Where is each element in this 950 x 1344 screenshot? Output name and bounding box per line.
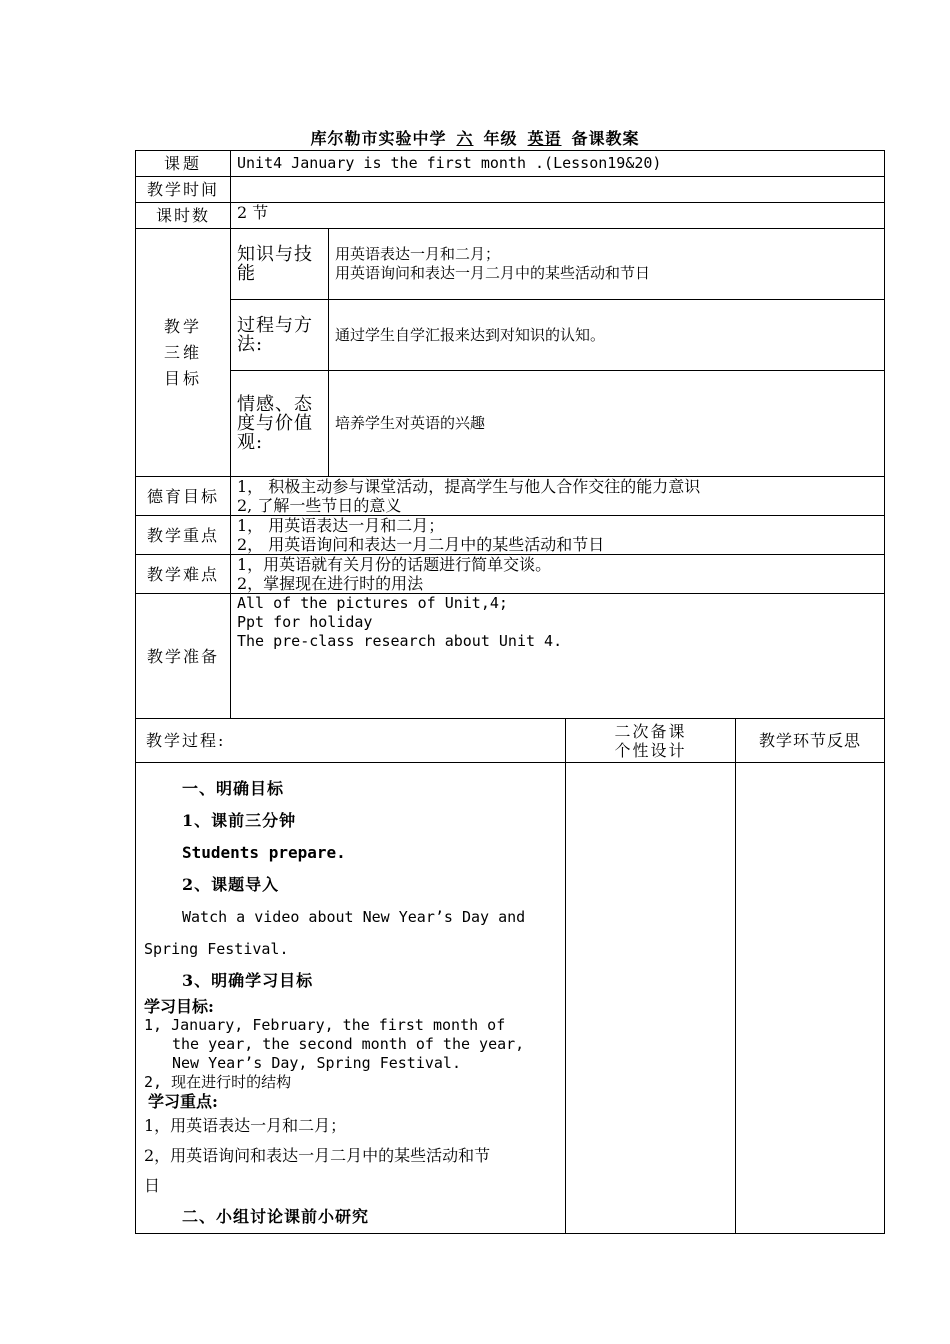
learning-key-1: 1，用英语表达一月和二月； — [144, 1116, 347, 1135]
learning-goals-heading: 学习目标: — [144, 997, 214, 1016]
process-row — [136, 300, 885, 371]
topic-value: Unit4 January is the first month .(Lesson19&20) — [231, 151, 885, 177]
learning-key-2-line-1: 2，用英语询问和表达一月二月中的某些活动和节 — [144, 1146, 491, 1165]
goal-1-line-2: the year, the second month of the year, — [172, 1035, 525, 1053]
goal-1-line-3: New Year’s Day, Spring Festival. — [172, 1054, 461, 1072]
section-2-heading: 二、小组讨论课前小研究 — [182, 1207, 370, 1226]
hours-value: 2 节 — [231, 203, 885, 229]
preparation-label: 教学准备 — [136, 594, 231, 719]
step-1-heading: 1、课前三分钟 — [182, 811, 297, 830]
key-points-label: 教学重点 — [136, 516, 231, 555]
procedure-content — [136, 763, 566, 1234]
step-3-heading: 3、明确学习目标 — [182, 971, 314, 990]
second-prep-column — [566, 763, 736, 1234]
knowledge-value: 用英语表达一月和二月； 用英语询问和表达一月二月中的某些活动和节日 — [329, 229, 885, 300]
knowledge-label: 知识与技 能 — [231, 229, 329, 300]
second-prep-label: 二次备课 个性设计 — [566, 719, 736, 763]
learning-key-2-line-2: 日 — [144, 1176, 161, 1195]
process-label: 过程与方 法: — [231, 300, 329, 371]
reflection-label: 教学环节反思 — [736, 719, 885, 763]
moral-row — [136, 477, 885, 516]
step-2-text-line-1: Watch a video about New Year’s Day and — [182, 908, 526, 926]
section-1-heading: 一、明确目标 — [182, 779, 285, 798]
goal-2: 2, 现在进行时的结构 — [144, 1073, 292, 1091]
topic-row — [136, 151, 885, 177]
procedure-label: 教学过程: — [136, 719, 566, 763]
hours-row — [136, 203, 885, 229]
time-row — [136, 177, 885, 203]
lesson-plan-table — [135, 150, 885, 1234]
goal-1-line-1: 1, January, February, the first month of — [144, 1016, 506, 1034]
topic-label: 课题 — [136, 151, 231, 177]
procedure-header-row — [136, 719, 885, 763]
moral-value: 1， 积极主动参与课堂活动，提高学生与他人合作交往的能力意识 2, 了解一些节日的意义 — [231, 477, 885, 516]
knowledge-row — [136, 229, 885, 300]
difficult-points-value: 1，用英语就有关月份的话题进行简单交谈。 2，掌握现在进行时的用法 — [231, 555, 885, 594]
difficult-points-row — [136, 555, 885, 594]
emotion-label: 情感、态 度与价值 观: — [231, 371, 329, 477]
learning-key-heading: 学习重点: — [148, 1092, 218, 1111]
procedure-body-row — [136, 763, 885, 1234]
hours-label: 课时数 — [136, 203, 231, 229]
key-points-row — [136, 516, 885, 555]
difficult-points-label: 教学难点 — [136, 555, 231, 594]
emotion-value: 培养学生对英语的兴趣 — [329, 371, 885, 477]
emotion-row — [136, 371, 885, 477]
time-value — [231, 177, 885, 203]
three-dim-goals-label: 教学 三维 目标 — [136, 229, 231, 477]
reflection-column — [736, 763, 885, 1234]
moral-label: 德育目标 — [136, 477, 231, 516]
step-2-text-line-2: Spring Festival. — [144, 940, 289, 958]
page-title: 库尔勒市实验中学 六 年级 英语 备课教案 — [310, 129, 640, 148]
process-value: 通过学生自学汇报来达到对知识的认知。 — [329, 300, 885, 371]
preparation-row — [136, 594, 885, 719]
step-2-heading: 2、课题导入 — [182, 875, 280, 894]
time-label: 教学时间 — [136, 177, 231, 203]
step-1-text: Students prepare. — [182, 843, 346, 862]
key-points-value: 1， 用英语表达一月和二月； 2， 用英语询问和表达一月二月中的某些活动和节日 — [231, 516, 885, 555]
preparation-value: All of the pictures of Unit,4; Ppt for holiday The pre-class research about Unit 4. — [231, 594, 885, 719]
